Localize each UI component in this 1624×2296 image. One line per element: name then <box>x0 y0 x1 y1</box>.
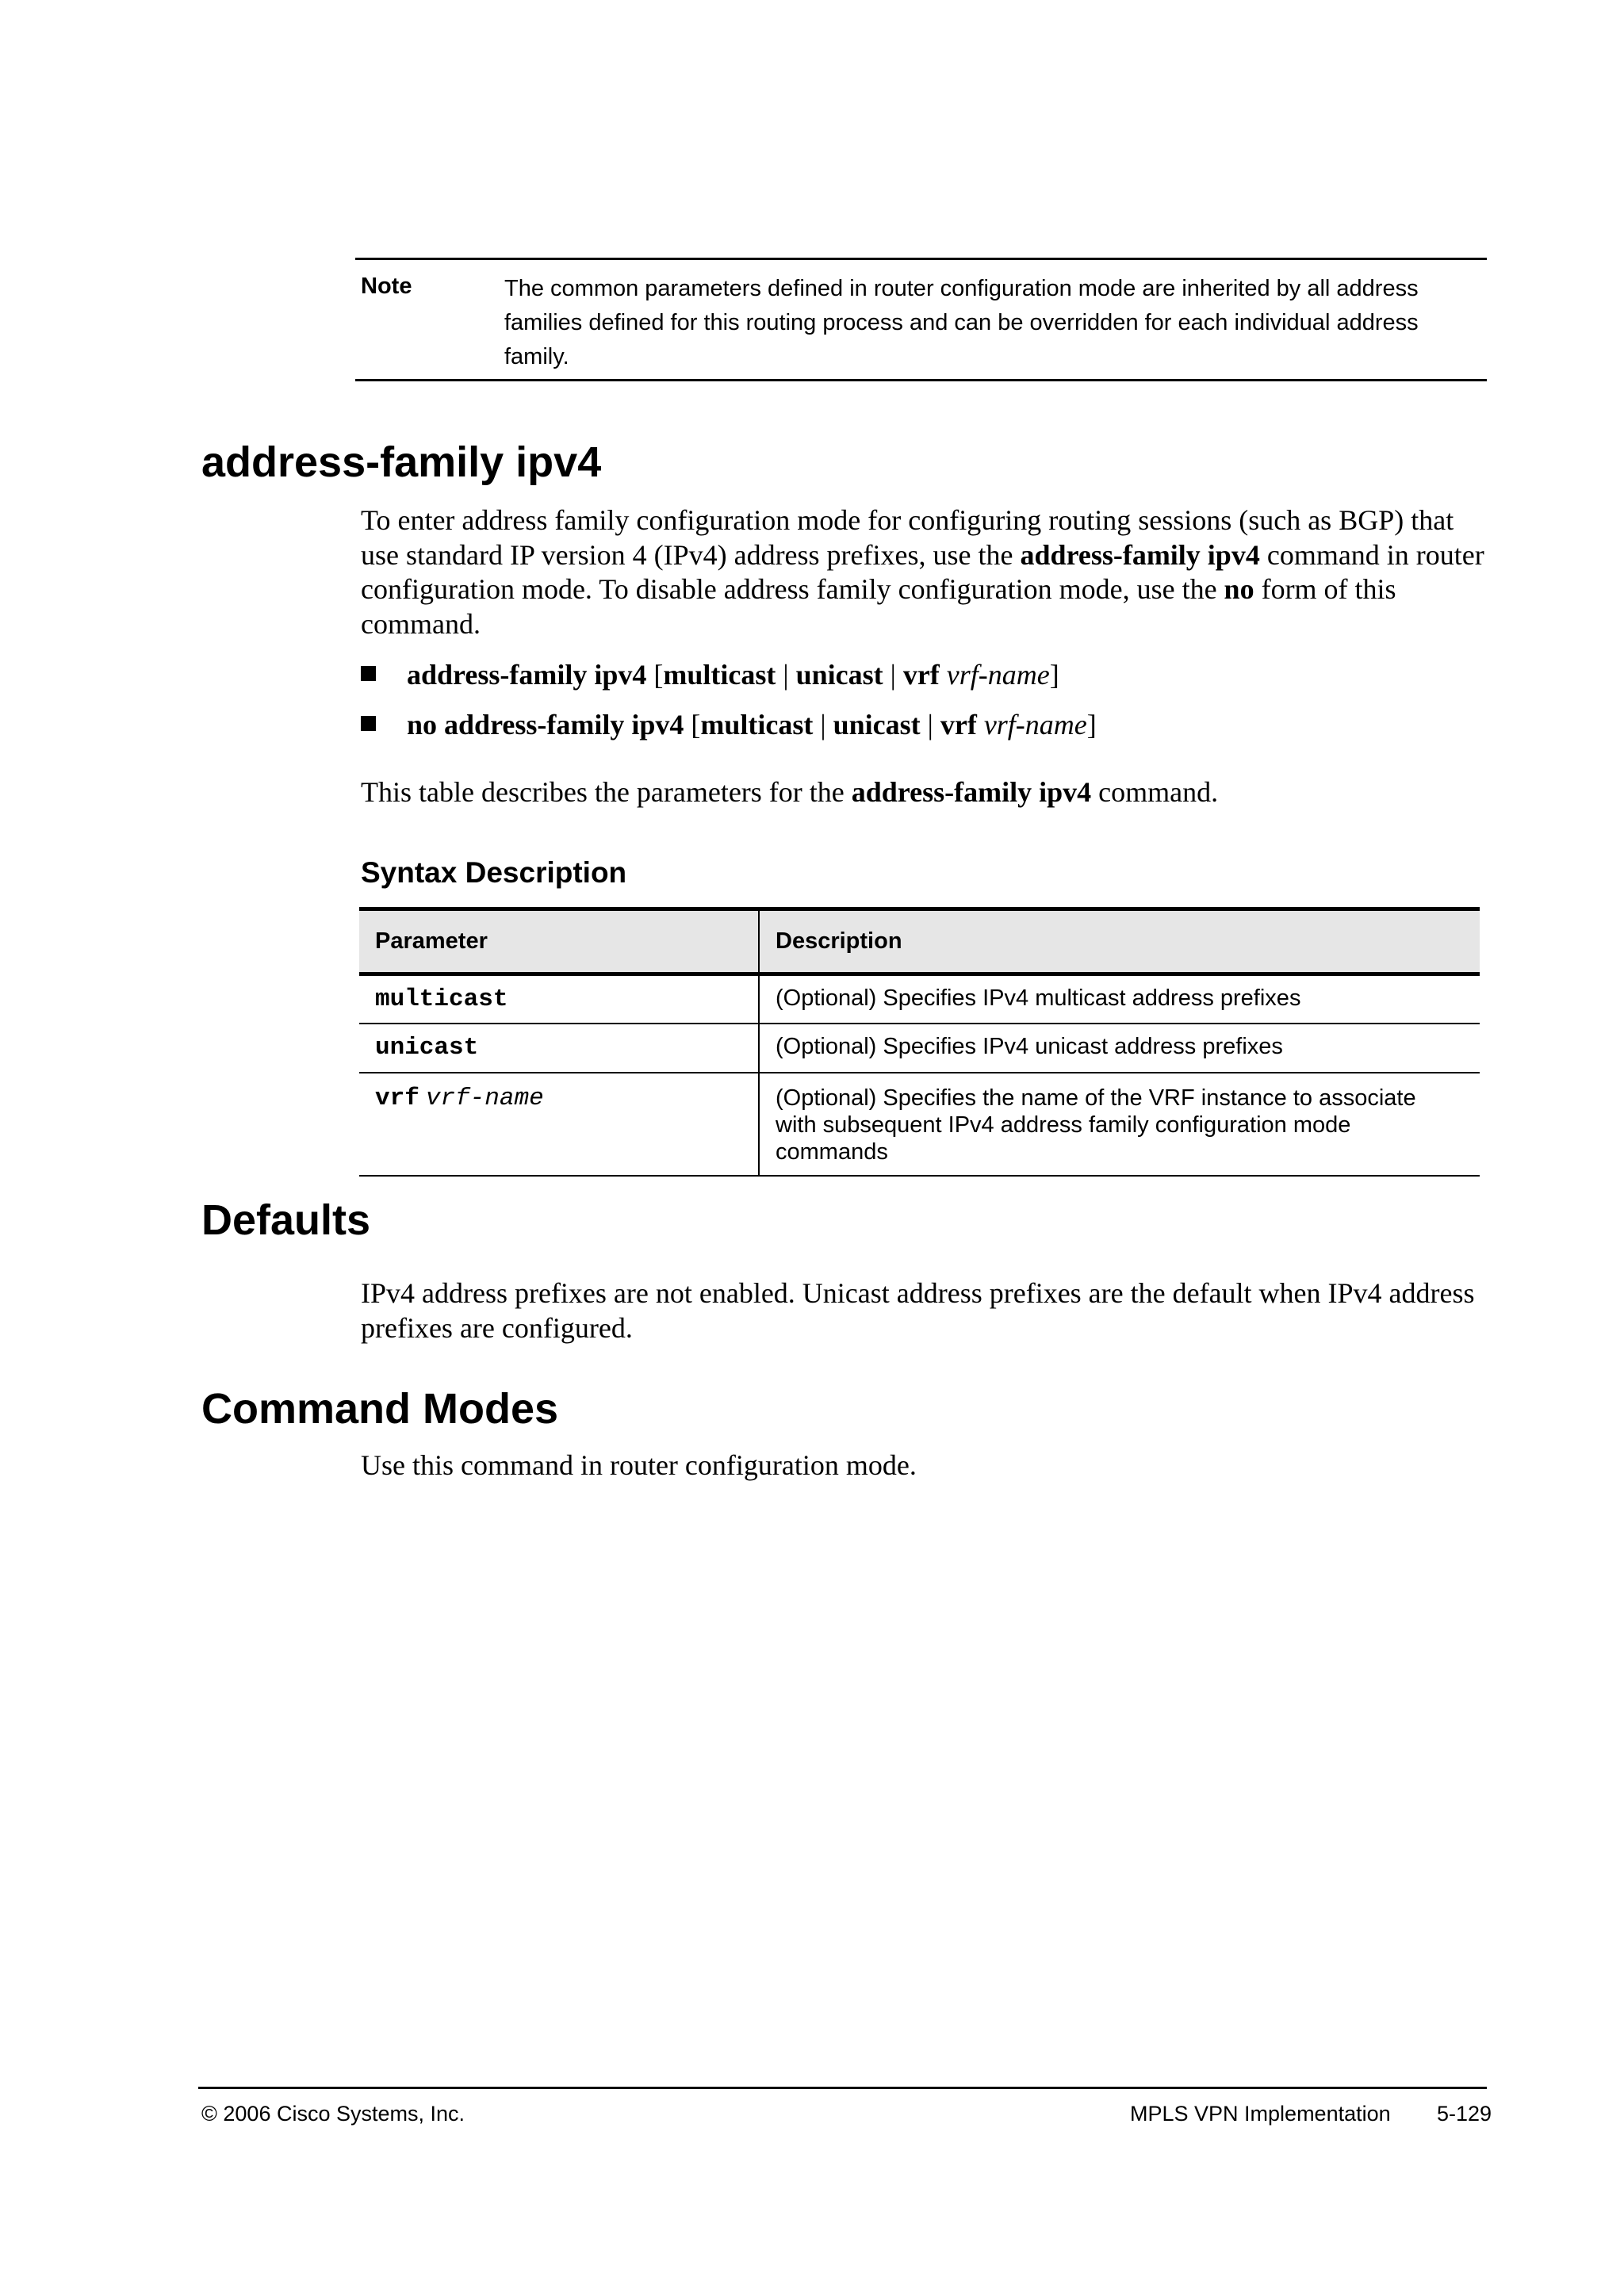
footer-page-number: 5-129 <box>1437 2102 1492 2126</box>
bullet-icon <box>361 716 376 731</box>
note-top-rule <box>355 258 1487 260</box>
desc-line: with subsequent IPv4 address family configuration mode <box>776 1112 1351 1138</box>
syntax-command: address-family ipv4 <box>407 659 647 691</box>
table-intro <box>361 775 1218 810</box>
note-text: The common parameters defined in router configuration mode are inherited by all address families defined for this routing process and can be overridden for each individual address family. <box>504 276 1419 369</box>
table-row <box>359 1073 1480 1176</box>
desc-line: (Optional) Specifies the name of the VRF instance to associate <box>776 1085 1416 1111</box>
param-name: unicast <box>375 1033 479 1062</box>
intro-text-2: command in router configuration mode. To disable address family configuration mode, use the <box>361 538 1484 605</box>
footer-copyright: © 2006 Cisco Systems, Inc. <box>201 2102 465 2126</box>
page-title: address-family ipv4 <box>201 438 602 486</box>
command-modes-text: Use this command in router configuration mode. <box>361 1449 917 1481</box>
footer-doc-title: MPLS VPN Implementation <box>1130 2102 1391 2126</box>
param-cell <box>359 1073 759 1176</box>
syntax-bracket-open: [ <box>646 659 664 691</box>
defaults-text: IPv4 address prefixes are not enabled. Unicast address prefixes are the default when IPv4 address prefixes are configured. <box>361 1277 1475 1344</box>
syntax-option-multicast: multicast <box>700 709 814 740</box>
desc-cell: (Optional) Specifies IPv4 multicast address prefixes <box>759 974 1480 1024</box>
syntax-separator: | <box>776 659 796 691</box>
command-modes-heading: Command Modes <box>201 1385 559 1433</box>
table-header-row <box>359 909 1480 974</box>
syntax-bracket-open: [ <box>684 709 701 740</box>
syntax-argument: vrf-name <box>983 709 1087 740</box>
param-cell <box>359 974 759 1024</box>
table-intro-text-1: This table describes the parameters for the <box>361 776 852 808</box>
syntax-option-vrf: vrf <box>940 709 977 740</box>
syntax-argument: vrf-name <box>946 659 1050 691</box>
syntax-bracket-close: ] <box>1049 659 1059 691</box>
table-intro-bold-command: address-family ipv4 <box>851 776 1092 808</box>
note-label: Note <box>361 274 412 299</box>
intro-text-3: form of this command. <box>361 573 1396 640</box>
note-bottom-rule <box>355 379 1487 381</box>
intro-bold-command: address-family ipv4 <box>1020 538 1260 571</box>
param-name: vrf <box>375 1084 419 1112</box>
header-parameter: Parameter <box>359 909 759 974</box>
syntax-separator: | <box>883 659 903 691</box>
syntax-command: no address-family ipv4 <box>407 709 684 740</box>
syntax-option-vrf: vrf <box>902 659 940 691</box>
intro-bold-no: no <box>1224 573 1254 605</box>
syntax-description-table <box>359 907 1480 1177</box>
intro-text-1: To enter address family configuration mode for configuring routing sessions (such as BGP) that use standard IP version 4 (IPv4) address prefixes, use the <box>361 504 1454 571</box>
param-name: multicast <box>375 985 508 1013</box>
syntax-option-unicast: unicast <box>795 659 883 691</box>
syntax-line-2 <box>361 708 1097 741</box>
param-cell <box>359 1024 759 1073</box>
syntax-option-multicast: multicast <box>663 659 776 691</box>
defaults-heading: Defaults <box>201 1196 371 1244</box>
table-intro-text-2: command. <box>1091 776 1219 808</box>
table-row <box>359 1024 1480 1073</box>
syntax-option-unicast: unicast <box>833 709 921 740</box>
intro-paragraph <box>361 503 1487 641</box>
footer-rule <box>198 2087 1487 2089</box>
syntax-separator: | <box>813 709 833 740</box>
syntax-bracket-close: ] <box>1086 709 1097 740</box>
table-row <box>359 974 1480 1024</box>
desc-cell <box>759 1073 1480 1176</box>
syntax-separator: | <box>920 709 940 740</box>
desc-line: commands <box>776 1138 888 1165</box>
header-description: Description <box>759 909 1480 974</box>
syntax-line-1 <box>361 658 1059 691</box>
param-argument: vrf-name <box>425 1084 544 1112</box>
bullet-icon <box>361 666 376 681</box>
desc-cell: (Optional) Specifies IPv4 unicast address prefixes <box>759 1024 1480 1073</box>
syntax-description-heading: Syntax Description <box>361 856 627 889</box>
